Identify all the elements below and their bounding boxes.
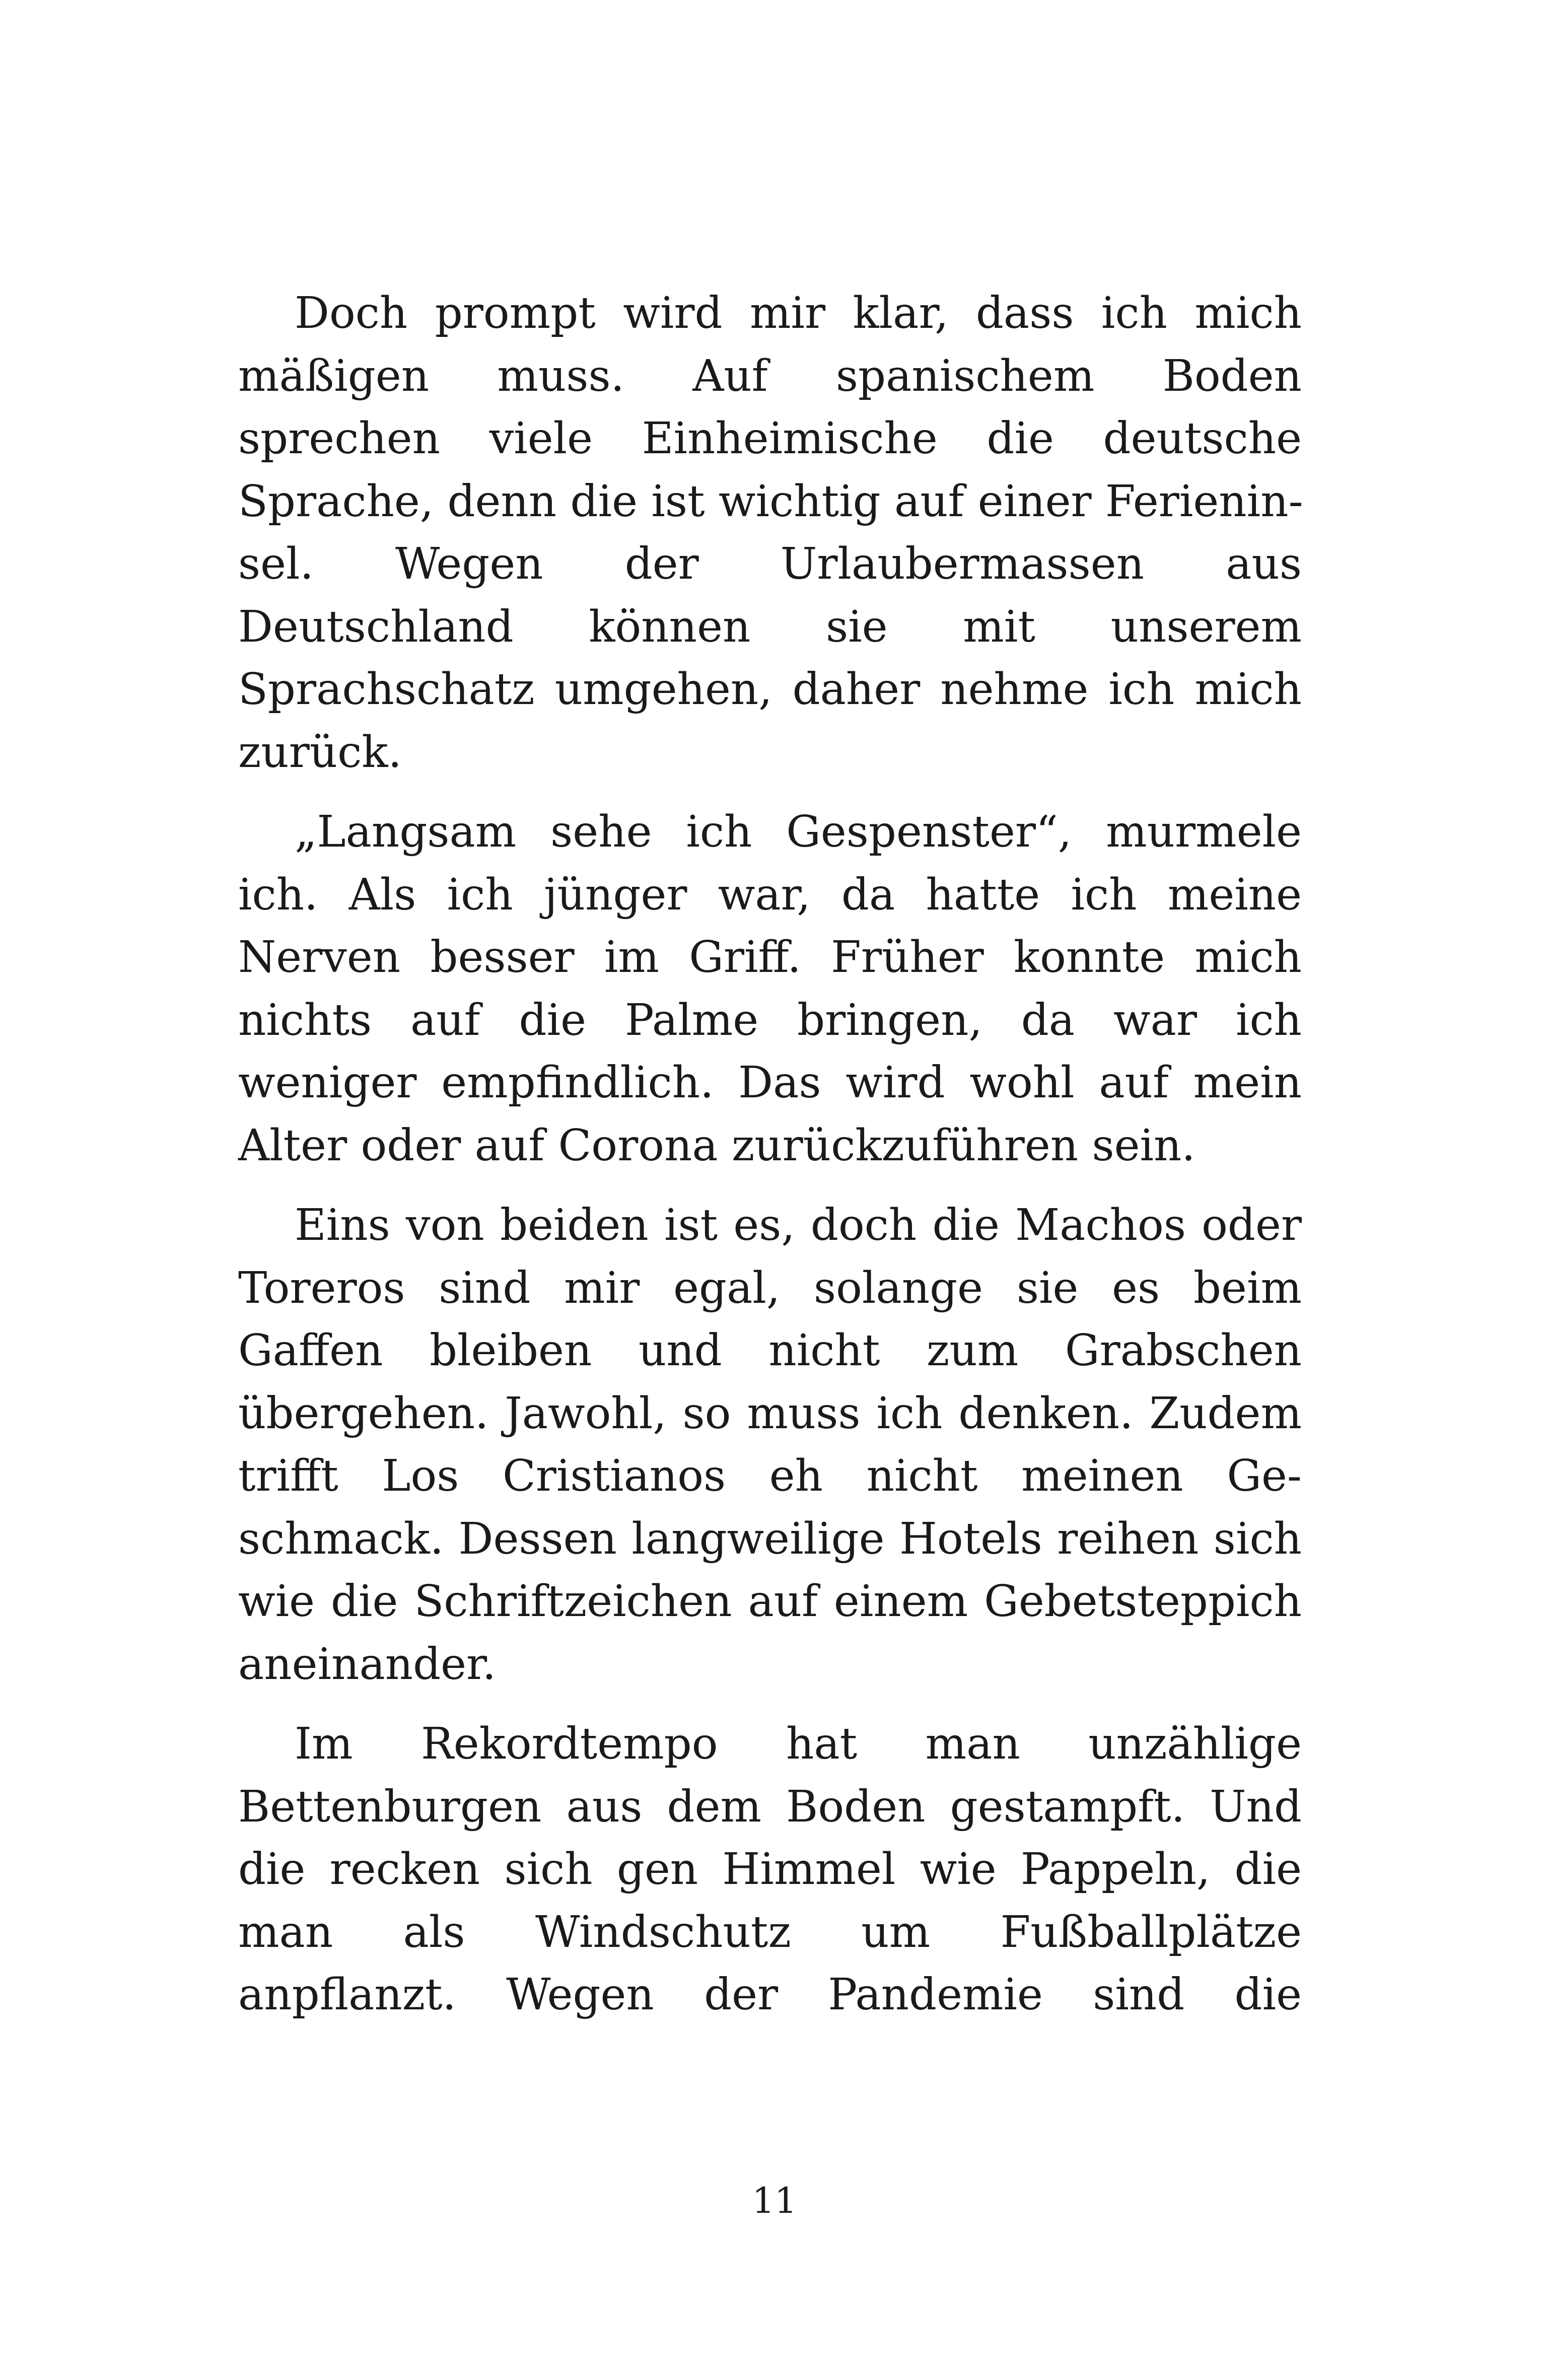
text-line: nichts auf die Palme bringen, da war ich [238, 995, 1302, 1045]
text-line: sel. Wegen der Urlaubermassen aus [238, 539, 1302, 589]
text-line: übergehen. Jawohl, so muss ich denken. Zudem [238, 1388, 1302, 1439]
text-line: zurück. [238, 727, 402, 778]
text-line: die recken sich gen Himmel wie Pappeln, die [238, 1844, 1302, 1895]
text-line: man als Windschutz um Fußballplätze [238, 1907, 1302, 1957]
text-line: schmack. Dessen langweilige Hotels reihen sich [238, 1513, 1302, 1564]
text-line: mäßigen muss. Auf spanischem Boden [238, 351, 1302, 401]
text-line: Gaffen bleiben und nicht zum Grabschen [238, 1325, 1302, 1376]
text-line: Bettenburgen aus dem Boden gestampft. Und [238, 1781, 1302, 1832]
text-line: Deutschland können sie mit unserem [238, 601, 1302, 652]
text-line: wie die Schriftzeichen auf einem Gebetsteppich [238, 1576, 1302, 1627]
text-line: sprechen viele Einheimische die deutsche [238, 413, 1302, 464]
text-line: Toreros sind mir egal, solange sie es beim [238, 1263, 1302, 1313]
text-line: ich. Als ich jünger war, da hatte ich meine [238, 869, 1302, 920]
text-line: Sprachschatz umgehen, daher nehme ich mich [238, 664, 1302, 715]
text-line: Nerven besser im Griff. Früher konnte mich [238, 932, 1302, 983]
paragraph [238, 1194, 1302, 1696]
text-line: trifft Los Cristianos eh nicht meinen Ge- [238, 1451, 1302, 1501]
text-line: Sprache, denn die ist wichtig auf einer Ferienin- [238, 476, 1303, 527]
text-line: Doch prompt wird mir klar, dass ich mich [295, 288, 1302, 338]
text-line: weniger empfindlich. Das wird wohl auf mein [238, 1058, 1302, 1108]
text-line: aneinander. [238, 1639, 497, 1690]
paragraph [238, 1713, 1302, 2026]
body-text [238, 282, 1302, 2044]
page-number: 11 [752, 2180, 797, 2221]
text-line: anpflanzt. Wegen der Pandemie sind die [238, 1970, 1302, 2020]
text-line: „Langsam sehe ich Gespenster“, murmele [295, 807, 1302, 857]
paragraph [238, 282, 1302, 784]
text-line: Alter oder auf Corona zurückzuführen sein. [238, 1120, 1195, 1171]
text-line: Eins von beiden ist es, doch die Machos oder [295, 1200, 1302, 1250]
paragraph [238, 801, 1302, 1177]
text-line: Im Rekordtempo hat man unzählige [295, 1719, 1302, 1769]
